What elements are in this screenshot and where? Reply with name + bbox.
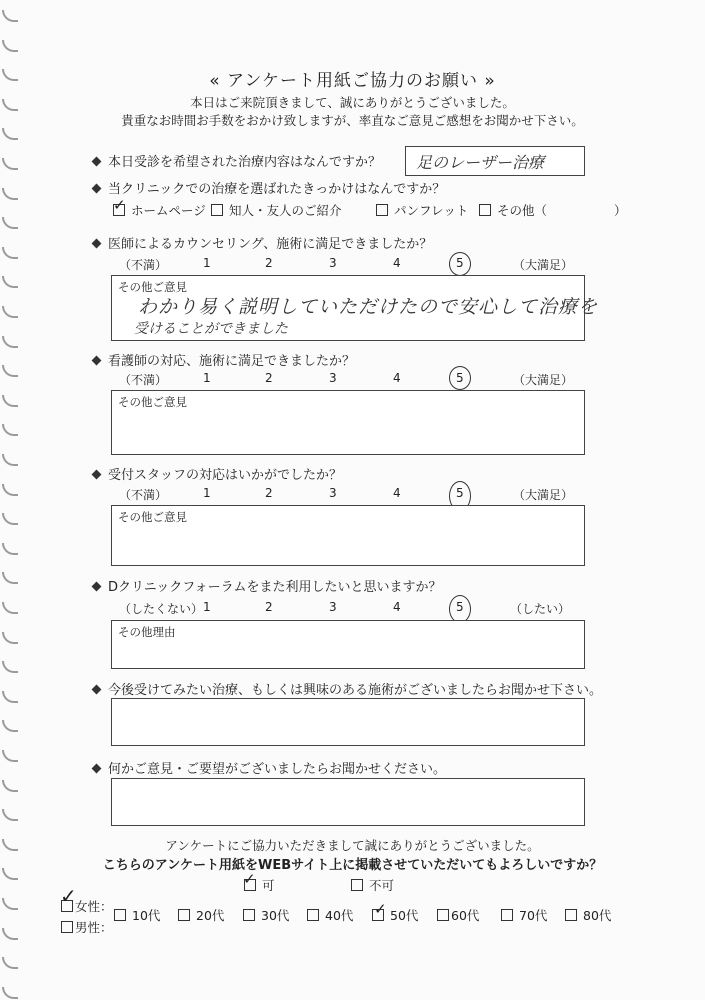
q4-scale-3[interactable]: 3 bbox=[329, 371, 337, 385]
q5-comment-box[interactable] bbox=[111, 505, 585, 566]
binder-ring-icon bbox=[2, 987, 18, 999]
question-3-text: 医師によるカウンセリング、施術に満足できましたか？ bbox=[108, 237, 433, 252]
publish-question: こちらのアンケート用紙をWEBサイト上に掲載させていただいてもよろしいですか？ bbox=[102, 858, 603, 873]
q1-answer-field[interactable] bbox=[405, 146, 585, 176]
checkbox-other[interactable] bbox=[479, 204, 491, 216]
question-8 bbox=[93, 758, 446, 777]
option-pamphlet[interactable]: パンフレット bbox=[376, 201, 468, 219]
form-title: « アンケート用紙ご協力のお願い » bbox=[209, 71, 496, 91]
binder-ring-icon bbox=[2, 128, 18, 140]
q3-comment-line-1: わかり易く説明していただけたので安心して治療を bbox=[138, 296, 599, 318]
question-7-text: 今後受けてみたい治療、もしくは興味のある施術がございましたらお聞かせ下さい。 bbox=[108, 683, 603, 698]
age-70s-option[interactable]: 70代 bbox=[501, 906, 547, 924]
question-4 bbox=[93, 350, 355, 369]
diamond-bullet-icon bbox=[92, 157, 102, 167]
diamond-bullet-icon bbox=[92, 582, 102, 592]
intro-line-1: 本日はご来院頂きまして、誠にありがとうございました。 bbox=[190, 95, 515, 110]
q6-scale-4[interactable]: 4 bbox=[393, 600, 401, 614]
binder-ring-icon bbox=[2, 158, 18, 170]
diamond-bullet-icon bbox=[92, 685, 102, 695]
publish-yes-option[interactable]: 可 bbox=[244, 876, 275, 894]
checkbox-age[interactable] bbox=[307, 909, 319, 921]
question-2-text: 当クリニックでの治療を選ばれたきっかけはなんですか？ bbox=[108, 182, 446, 197]
diamond-bullet-icon bbox=[92, 184, 102, 194]
q5-left-label: （不満） bbox=[119, 488, 168, 502]
q6-scale-5[interactable]: 5 bbox=[456, 600, 464, 614]
q8-answer-box[interactable] bbox=[111, 778, 585, 826]
binder-ring-icon bbox=[2, 336, 18, 348]
q5-scale-3[interactable]: 3 bbox=[329, 486, 337, 500]
binder-ring-icon bbox=[2, 306, 18, 318]
selected-circle-mark bbox=[449, 252, 471, 276]
binder-ring-icon bbox=[2, 928, 18, 940]
checkbox-age[interactable] bbox=[437, 909, 449, 921]
option-other[interactable]: その他（ bbox=[479, 201, 547, 219]
checkbox-male[interactable] bbox=[61, 921, 73, 933]
question-6-text: Dクリニックフォーラムをまた利用したいと思いますか？ bbox=[108, 580, 442, 595]
q5-scale-2[interactable]: 2 bbox=[265, 486, 273, 500]
binder-ring-icon bbox=[2, 276, 18, 288]
gender-male-option[interactable]: 男性： bbox=[61, 918, 113, 936]
question-1 bbox=[93, 151, 381, 170]
age-50s-option[interactable]: 50代 bbox=[372, 906, 418, 924]
q7-answer-box[interactable] bbox=[111, 698, 585, 746]
question-6 bbox=[93, 576, 441, 595]
selected-circle-mark bbox=[449, 366, 471, 390]
binder-ring-icon bbox=[2, 395, 18, 407]
diamond-bullet-icon bbox=[92, 239, 102, 249]
q4-scale-5[interactable]: 5 bbox=[456, 371, 464, 385]
checkbox-no[interactable] bbox=[351, 879, 363, 891]
checkmark-icon: ✓ bbox=[374, 900, 387, 918]
binder-ring-icon bbox=[2, 572, 18, 584]
diamond-bullet-icon bbox=[92, 764, 102, 774]
checkmark-icon: ✓ bbox=[113, 196, 126, 214]
question-2 bbox=[93, 178, 445, 197]
q6-comment-box[interactable] bbox=[111, 620, 585, 669]
binder-ring-icon bbox=[2, 543, 18, 555]
q5-scale-4[interactable]: 4 bbox=[393, 486, 401, 500]
age-20s-option[interactable]: 20代 bbox=[178, 906, 224, 924]
q3-scale-5[interactable]: 5 bbox=[456, 256, 464, 270]
binder-ring-icon bbox=[2, 10, 18, 22]
binder-ring-icon bbox=[2, 720, 18, 732]
binder-ring-icon bbox=[2, 188, 18, 200]
diamond-bullet-icon bbox=[92, 470, 102, 480]
q4-scale-4[interactable]: 4 bbox=[393, 371, 401, 385]
binder-ring-icon bbox=[2, 454, 18, 466]
checkbox-age[interactable] bbox=[178, 909, 190, 921]
binder-ring-icon bbox=[2, 691, 18, 703]
q3-comment-line-2: 受けることができました bbox=[134, 321, 288, 337]
binder-ring-icon bbox=[2, 247, 18, 259]
binder-ring-icon bbox=[2, 898, 18, 910]
question-5-text: 受付スタッフの対応はいかがでしたか？ bbox=[108, 468, 343, 483]
binder-ring-icon bbox=[2, 424, 18, 436]
binder-ring-icon bbox=[2, 780, 18, 792]
question-5 bbox=[93, 464, 342, 483]
binder-ring-icon bbox=[2, 632, 18, 644]
q6-comment-label: その他理由 bbox=[118, 625, 176, 639]
age-60s-option[interactable]: 60代 bbox=[437, 906, 479, 924]
checkbox-age[interactable] bbox=[565, 909, 577, 921]
binder-ring-icon bbox=[2, 809, 18, 821]
binder-ring-icon bbox=[2, 661, 18, 673]
q3-scale-1[interactable]: 1 bbox=[203, 256, 211, 270]
binder-ring-icon bbox=[2, 513, 18, 525]
age-10s-option[interactable]: 10代 bbox=[114, 906, 160, 924]
checkbox-age[interactable] bbox=[243, 909, 255, 921]
q3-scale-3[interactable]: 3 bbox=[329, 256, 337, 270]
q4-left-label: （不満） bbox=[119, 373, 168, 387]
option-other-close: ） bbox=[614, 203, 627, 218]
diamond-bullet-icon bbox=[92, 356, 102, 366]
q6-scale-1[interactable]: 1 bbox=[203, 600, 211, 614]
q3-scale-2[interactable]: 2 bbox=[265, 256, 273, 270]
checkbox-referral[interactable] bbox=[211, 204, 223, 216]
binder-ring-icon bbox=[2, 957, 18, 969]
gender-female-option[interactable]: 女性： bbox=[61, 897, 113, 915]
q4-scale-2[interactable]: 2 bbox=[265, 371, 273, 385]
q1-handwritten-answer: 足のレーザー治療 bbox=[416, 153, 545, 172]
q3-comment-label: その他ご意見 bbox=[118, 280, 187, 294]
checkmark-icon: ✓ bbox=[60, 884, 77, 908]
binder-ring-icon bbox=[2, 365, 18, 377]
q5-scale-1[interactable]: 1 bbox=[203, 486, 211, 500]
question-8-text: 何かご意見・ご要望がございましたらお聞かせください。 bbox=[108, 762, 447, 777]
option-referral[interactable]: 知人・友人のご紹介 bbox=[211, 201, 342, 219]
q3-right-label: （大満足） bbox=[513, 258, 574, 272]
q6-left-label: （したくない） bbox=[119, 602, 204, 616]
publish-no-option[interactable]: 不可 bbox=[351, 876, 394, 894]
q4-right-label: （大満足） bbox=[513, 373, 574, 387]
q5-scale-5[interactable]: 5 bbox=[456, 486, 464, 500]
q4-comment-box[interactable] bbox=[111, 390, 585, 455]
q5-comment-label: その他ご意見 bbox=[118, 510, 187, 524]
binder-ring-icon bbox=[2, 750, 18, 762]
question-7 bbox=[93, 679, 602, 698]
q3-scale-4[interactable]: 4 bbox=[393, 256, 401, 270]
age-30s-option[interactable]: 30代 bbox=[243, 906, 289, 924]
binder-ring-icon bbox=[2, 484, 18, 496]
intro-line-2: 貴重なお時間お手数をおかけ致しますが、率直なご意見ご感想をお聞かせ下さい。 bbox=[121, 113, 584, 128]
q4-comment-label: その他ご意見 bbox=[118, 395, 187, 409]
q4-scale-1[interactable]: 1 bbox=[203, 371, 211, 385]
question-3 bbox=[93, 233, 432, 252]
checkbox-age[interactable] bbox=[501, 909, 513, 921]
q6-scale-3[interactable]: 3 bbox=[329, 600, 337, 614]
q6-scale-2[interactable]: 2 bbox=[265, 600, 273, 614]
question-4-text: 看護師の対応、施術に満足できましたか？ bbox=[108, 354, 356, 369]
thanks-message: アンケートにご協力いただきまして誠にありがとうございました。 bbox=[165, 838, 540, 853]
q6-right-label: （したい） bbox=[510, 602, 571, 616]
checkbox-pamphlet[interactable] bbox=[376, 204, 388, 216]
binder-ring-icon bbox=[2, 40, 18, 52]
checkmark-icon: ✓ bbox=[243, 870, 256, 888]
binder-ring-icon bbox=[2, 217, 18, 229]
option-homepage[interactable]: ホームページ bbox=[113, 201, 206, 219]
q5-right-label: （大満足） bbox=[513, 488, 574, 502]
age-80s-option[interactable]: 80代 bbox=[565, 906, 611, 924]
checkbox-age[interactable] bbox=[114, 909, 126, 921]
q3-left-label: （不満） bbox=[119, 258, 168, 272]
question-1-text: 本日受診を希望された治療内容はなんですか？ bbox=[108, 155, 382, 170]
binder-ring-icon bbox=[2, 602, 18, 614]
q3-comment-box[interactable] bbox=[111, 275, 599, 341]
selected-circle-mark bbox=[449, 595, 471, 623]
age-40s-option[interactable]: 40代 bbox=[307, 906, 353, 924]
